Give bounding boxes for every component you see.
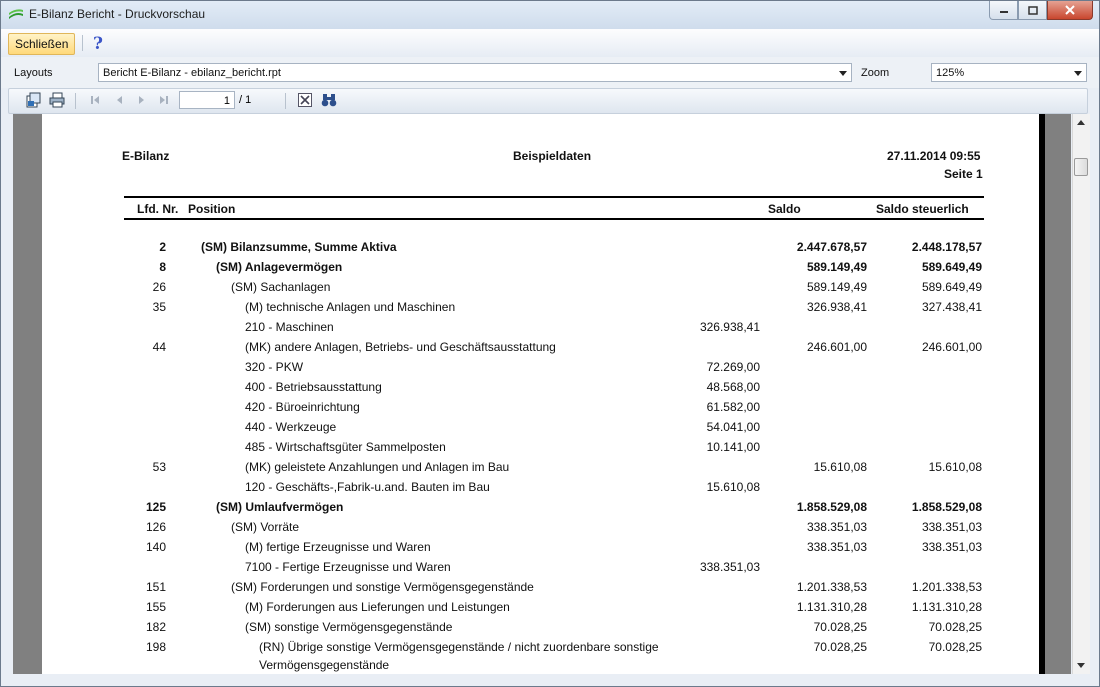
row-nr: 182 [145, 620, 166, 634]
row-position: (SM) Umlaufvermögen [216, 500, 344, 514]
row-detail-amount: 72.269,00 [706, 360, 760, 374]
page-number-input[interactable]: 1 [179, 91, 235, 109]
row-nr: 8 [159, 260, 166, 274]
row-saldo: 589.149,49 [806, 280, 867, 294]
table-row [42, 260, 1032, 278]
column-header-position: Position [188, 202, 236, 216]
row-nr: 26 [152, 280, 166, 294]
row-detail-amount: 326.938,41 [699, 320, 760, 334]
table-row [42, 360, 1032, 378]
preview-viewport[interactable] [13, 114, 1071, 674]
table-row [42, 400, 1032, 418]
close-preview-button[interactable]: Schließen [8, 33, 75, 55]
row-detail-amount: 15.610,08 [706, 480, 760, 494]
table-row [42, 280, 1032, 298]
zoom-label: Zoom [861, 67, 890, 79]
row-nr: 53 [152, 460, 166, 474]
table-row [42, 340, 1032, 358]
chevron-down-icon [1074, 71, 1082, 76]
row-saldo-steuerlich: 1.201.338,53 [911, 580, 982, 594]
header-rule-top [124, 196, 984, 198]
row-saldo: 2.447.678,57 [796, 240, 867, 254]
layout-select[interactable] [98, 63, 852, 82]
row-saldo-steuerlich: 338.351,03 [921, 540, 982, 554]
table-row [42, 480, 1032, 498]
row-detail-amount: 48.568,00 [706, 380, 760, 394]
table-row [42, 600, 1032, 618]
layouts-label: Layouts [14, 67, 53, 79]
toolbar-separator [285, 93, 286, 109]
layout-select-value: Bericht E-Bilanz - ebilanz_bericht.rpt [103, 67, 281, 79]
title-bar[interactable] [1, 1, 1099, 29]
row-detail-amount: 61.582,00 [706, 400, 760, 414]
table-row [42, 540, 1032, 558]
row-saldo: 1.858.529,08 [796, 500, 867, 514]
first-page-icon[interactable] [91, 93, 103, 107]
row-nr: 125 [145, 500, 166, 514]
table-row [42, 240, 1032, 258]
table-row [42, 420, 1032, 438]
window-controls [989, 1, 1093, 21]
row-position: 400 - Betriebsausstattung [245, 380, 382, 394]
row-saldo: 70.028,25 [813, 640, 867, 654]
toolbar-separator [75, 93, 76, 109]
close-window-button[interactable] [1047, 1, 1093, 20]
table-row [42, 320, 1032, 338]
row-nr: 44 [152, 340, 166, 354]
row-nr: 35 [152, 300, 166, 314]
row-saldo-steuerlich: 2.448.178,57 [911, 240, 982, 254]
row-position: (M) technische Anlagen und Maschinen [245, 300, 456, 314]
row-nr: 151 [145, 580, 166, 594]
row-position: 7100 - Fertige Erzeugnisse und Waren [245, 560, 451, 574]
prev-page-icon[interactable] [115, 93, 125, 107]
scroll-thumb[interactable] [1074, 158, 1088, 176]
table-row [42, 300, 1032, 318]
row-saldo-steuerlich: 246.601,00 [921, 340, 982, 354]
row-position: (MK) geleistete Anzahlungen und Anlagen im Bau [245, 460, 510, 474]
report-date: 27.11.2014 09:55 [887, 149, 981, 163]
table-row [42, 620, 1032, 638]
row-position: (SM) Anlagevermögen [216, 260, 343, 274]
row-position: (SM) Bilanzsumme, Summe Aktiva [201, 240, 397, 254]
page-total: / 1 [239, 94, 252, 106]
export-icon[interactable] [25, 92, 41, 108]
minimize-button[interactable] [989, 1, 1018, 20]
row-saldo-steuerlich: 1.858.529,08 [911, 500, 982, 514]
row-saldo: 1.131.310,28 [796, 600, 867, 614]
row-position: (SM) Forderungen und sonstige Vermögensgegenstände [231, 580, 534, 594]
search-binoculars-icon[interactable] [321, 92, 337, 108]
row-position: 210 - Maschinen [245, 320, 334, 334]
print-icon[interactable] [49, 92, 65, 108]
row-saldo-steuerlich: 1.131.310,28 [911, 600, 982, 614]
row-saldo: 589.149,49 [806, 260, 867, 274]
row-nr: 155 [145, 600, 166, 614]
row-saldo-steuerlich: 338.351,03 [921, 520, 982, 534]
column-header-saldo: Saldo [768, 202, 801, 216]
scroll-up-icon[interactable] [1077, 120, 1085, 125]
close-icon [1065, 5, 1075, 15]
row-saldo: 246.601,00 [806, 340, 867, 354]
column-header-saldo-steuerlich: Saldo steuerlich [876, 202, 969, 216]
last-page-icon[interactable] [159, 93, 171, 107]
row-saldo-steuerlich: 15.610,08 [928, 460, 982, 474]
report-dataset: Beispieldaten [513, 149, 592, 163]
row-position: (SM) Vorräte [231, 520, 300, 534]
row-saldo: 70.028,25 [813, 620, 867, 634]
menu-bar [1, 29, 1099, 58]
row-position: 485 - Wirtschaftsgüter Sammelposten [245, 440, 446, 454]
row-saldo: 326.938,41 [806, 300, 867, 314]
row-detail-amount: 338.351,03 [699, 560, 760, 574]
zoom-select-value: 125% [936, 67, 965, 79]
close-search-icon[interactable] [297, 92, 313, 108]
chevron-down-icon [839, 71, 847, 76]
minimize-icon [999, 6, 1009, 14]
row-detail-amount: 54.041,00 [706, 420, 760, 434]
row-nr: 140 [145, 540, 166, 554]
row-detail-amount: 10.141,00 [706, 440, 760, 454]
row-nr: 198 [145, 640, 166, 654]
report-page-number: Seite 1 [944, 167, 983, 181]
menu-separator [82, 35, 83, 51]
row-saldo: 15.610,08 [813, 460, 867, 474]
layouts-bar [1, 57, 1099, 88]
row-position: 320 - PKW [245, 360, 304, 374]
report-page [42, 114, 1039, 674]
row-nr: 2 [159, 240, 166, 254]
row-saldo-steuerlich: 589.649,49 [921, 260, 982, 274]
row-position: 440 - Werkzeuge [245, 420, 337, 434]
row-position: 420 - Büroeinrichtung [245, 400, 360, 414]
table-row [42, 580, 1032, 598]
column-header-nr: Lfd. Nr. [137, 202, 179, 216]
table-row [42, 520, 1032, 538]
row-position: (M) fertige Erzeugnisse und Waren [245, 540, 431, 554]
row-saldo-steuerlich: 589.649,49 [921, 280, 982, 294]
row-position: 120 - Geschäfts-,Fabrik-u.and. Bauten im Bau [245, 480, 490, 494]
row-saldo: 338.351,03 [806, 540, 867, 554]
scroll-down-icon[interactable] [1077, 663, 1085, 668]
row-nr: 126 [145, 520, 166, 534]
svg-text:?: ? [93, 34, 103, 52]
row-saldo-steuerlich: 70.028,25 [928, 620, 982, 634]
row-position-continued: Vermögensgegenstände [259, 658, 390, 672]
table-row [42, 560, 1032, 578]
app-logo-icon [8, 7, 24, 23]
table-row [42, 500, 1032, 518]
row-saldo: 338.351,03 [806, 520, 867, 534]
row-saldo-steuerlich: 70.028,25 [928, 640, 982, 654]
vertical-scrollbar[interactable] [1072, 114, 1090, 674]
table-row [42, 440, 1032, 458]
row-position: (SM) Sachanlagen [231, 280, 331, 294]
row-position: (M) Forderungen aus Lieferungen und Leistungen [245, 600, 510, 614]
report-title: E-Bilanz [122, 149, 170, 163]
next-page-icon[interactable] [137, 93, 147, 107]
help-icon[interactable] [90, 34, 106, 52]
row-position: (MK) andere Anlagen, Betriebs- und Geschäftsausstattung [245, 340, 556, 354]
row-saldo-steuerlich: 327.438,41 [921, 300, 982, 314]
zoom-select[interactable] [931, 63, 1087, 82]
header-rule-bottom [124, 218, 984, 220]
table-row [42, 460, 1032, 478]
maximize-button[interactable] [1018, 1, 1047, 20]
row-position: (SM) sonstige Vermögensgegenstände [245, 620, 453, 634]
row-position: (RN) Übrige sonstige Vermögensgegenstände / nicht zuordenbare sonstige [259, 640, 659, 654]
window-title: E-Bilanz Bericht - Druckvorschau [29, 7, 206, 21]
table-row [42, 640, 1032, 672]
row-saldo: 1.201.338,53 [796, 580, 867, 594]
preview-toolbar [8, 88, 1088, 114]
maximize-icon [1028, 6, 1038, 15]
page-shadow [1039, 114, 1045, 674]
table-row [42, 380, 1032, 398]
